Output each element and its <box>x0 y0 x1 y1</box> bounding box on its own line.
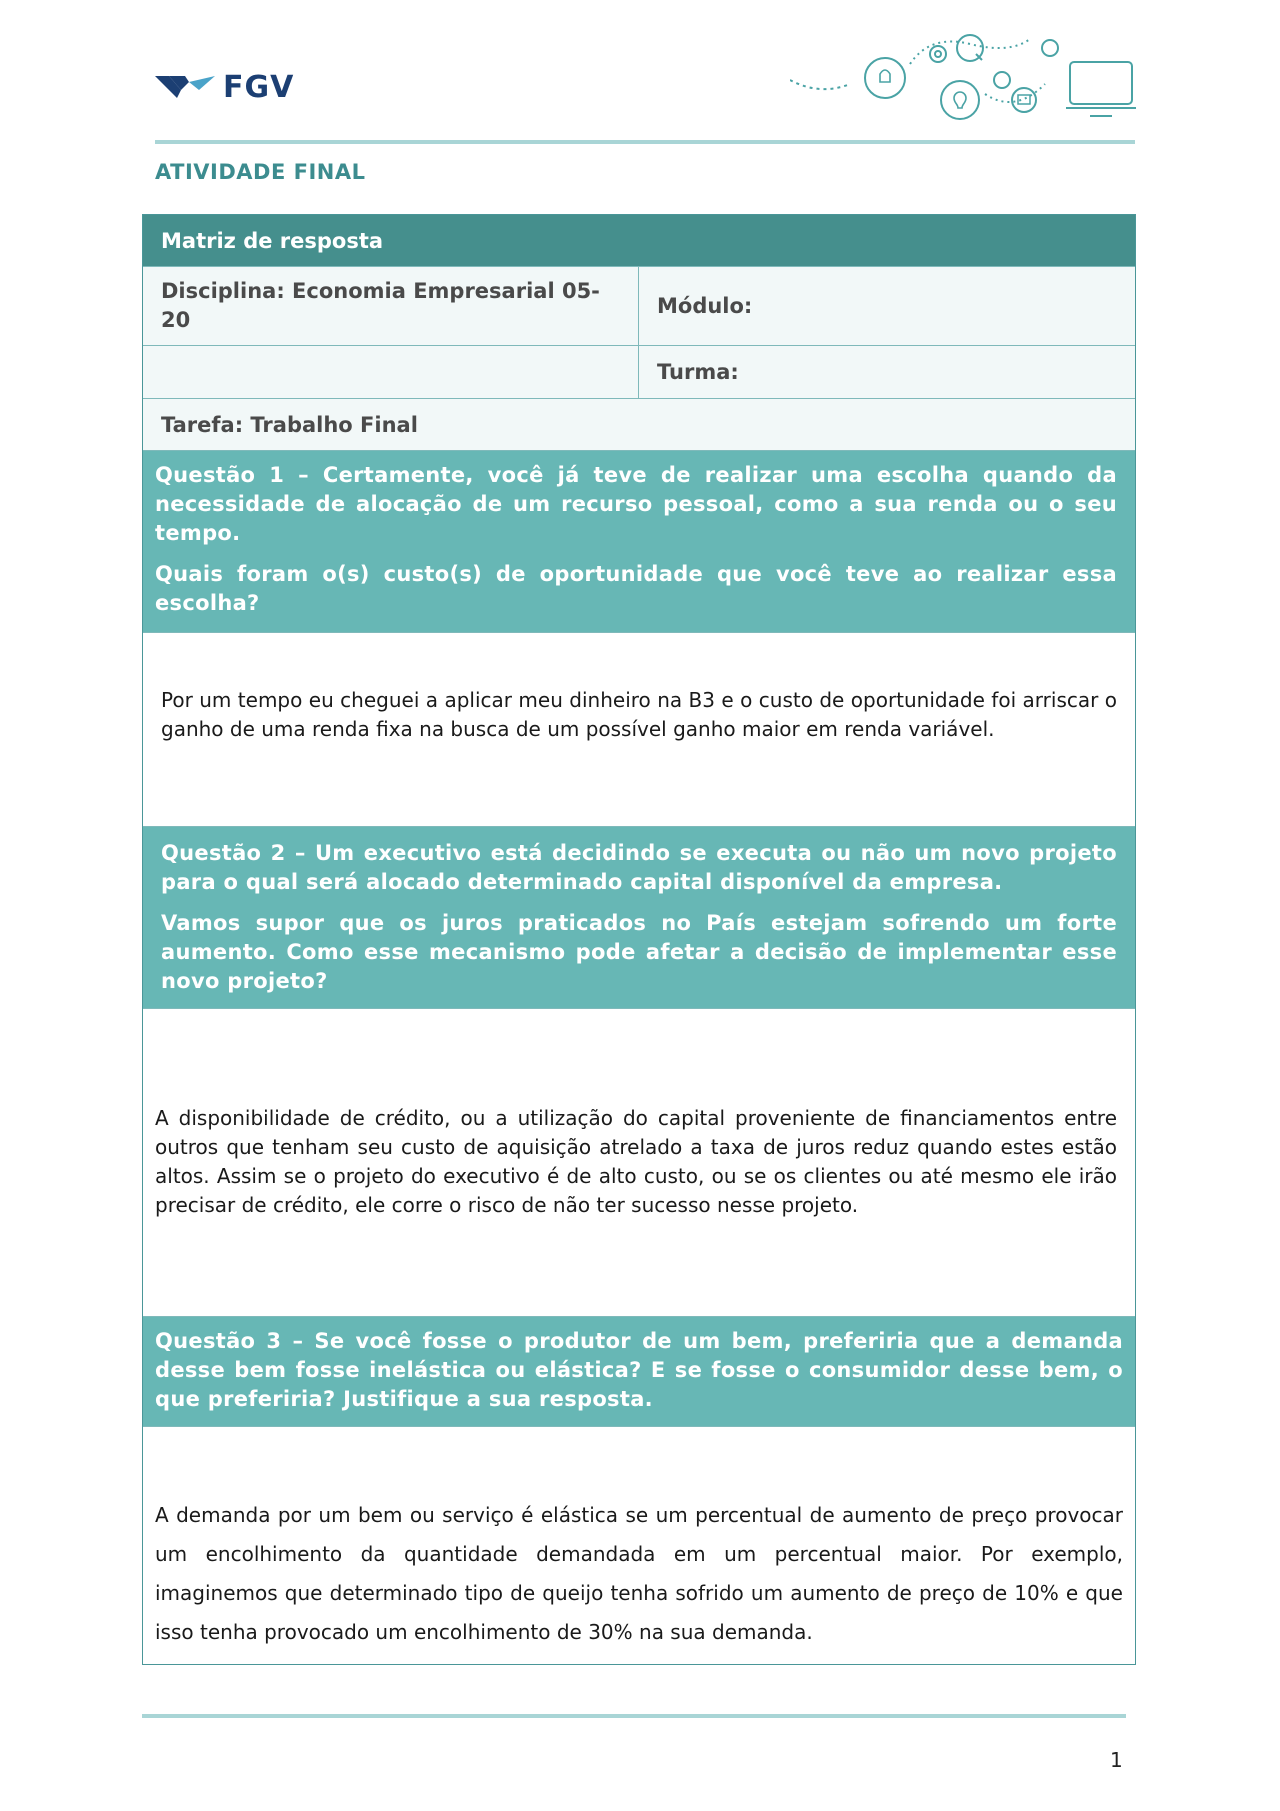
module-label: Módulo: <box>657 294 753 318</box>
question-1-prompt-2: Quais foram o(s) custo(s) de oportunidade que você teve ao realizar essa escolha? <box>155 562 1117 615</box>
logo-text: FGV <box>223 69 295 105</box>
page-number: 1 <box>1110 1748 1123 1772</box>
discipline-label: Disciplina: Economia Empresarial 05-20 <box>143 267 639 345</box>
fgv-logo-mark-icon <box>155 72 219 102</box>
bottom-rule <box>142 1714 1126 1718</box>
task-row: Tarefa: Trabalho Final <box>143 398 1135 450</box>
answer-2-text: A disponibilidade de crédito, ou a utilização do capital proveniente de financiamentos entre outros que tenham seu custo de aquisição atrelado a taxa de juros reduz quando estes estão altos. Assim se o projeto do executivo é de alto custo, ou se os clientes ou até mesmo ele irão precisar de crédito, ele corre o risco de não ter sucesso nesse projeto. <box>155 1106 1117 1217</box>
answer-matrix-table <box>142 214 1136 1665</box>
answer-1 <box>143 632 1135 826</box>
answer-2 <box>143 1008 1135 1316</box>
header-decoration-icon <box>790 24 1140 124</box>
question-3 <box>143 1316 1135 1426</box>
question-2-prompt: Questão 2 – Um executivo está decidindo se executa ou não um novo projeto para o qual será alocado determinado capital disponível da empresa. <box>161 841 1117 894</box>
class-label: Turma: <box>657 360 739 384</box>
answer-3 <box>143 1426 1135 1664</box>
question-2-prompt-2: Vamos supor que os juros praticados no País estejam sofrendo um forte aumento. Como esse mecanismo pode afetar a decisão de implementar esse novo projeto? <box>161 911 1117 993</box>
section-title: ATIVIDADE FINAL <box>155 160 366 184</box>
top-rule <box>155 140 1135 144</box>
question-2 <box>143 826 1135 1008</box>
question-3-prompt: Questão 3 – Se você fosse o produtor de um bem, preferiria que a demanda desse bem fosse inelástica ou elástica? E se fosse o consumidor desse bem, o que preferiria? Justifique a sua resposta. <box>155 1329 1123 1411</box>
matrix-header: Matriz de resposta <box>143 215 1135 266</box>
question-1 <box>143 450 1135 632</box>
fgv-logo <box>155 69 295 105</box>
answer-3-text: A demanda por um bem ou serviço é elástica se um percentual de aumento de preço provocar um encolhimento da quantidade demandada em um percentual maior. Por exemplo, imaginemos que determinado tipo de queijo tenha sofrido um aumento de preço de 10% e que isso tenha provocado um encolhimento de 30% na sua demanda. <box>155 1503 1123 1644</box>
question-1-prompt: Questão 1 – Certamente, você já teve de realizar uma escolha quando da necessidade de alocação de um recurso pessoal, como a sua renda ou o seu tempo. <box>155 463 1117 545</box>
discipline-row <box>143 266 1135 345</box>
answer-1-text: Por um tempo eu cheguei a aplicar meu dinheiro na B3 e o custo de oportunidade foi arriscar o ganho de uma renda fixa na busca de um possível ganho maior em renda variável. <box>161 688 1117 741</box>
class-row <box>143 345 1135 398</box>
empty-cell <box>143 346 639 398</box>
